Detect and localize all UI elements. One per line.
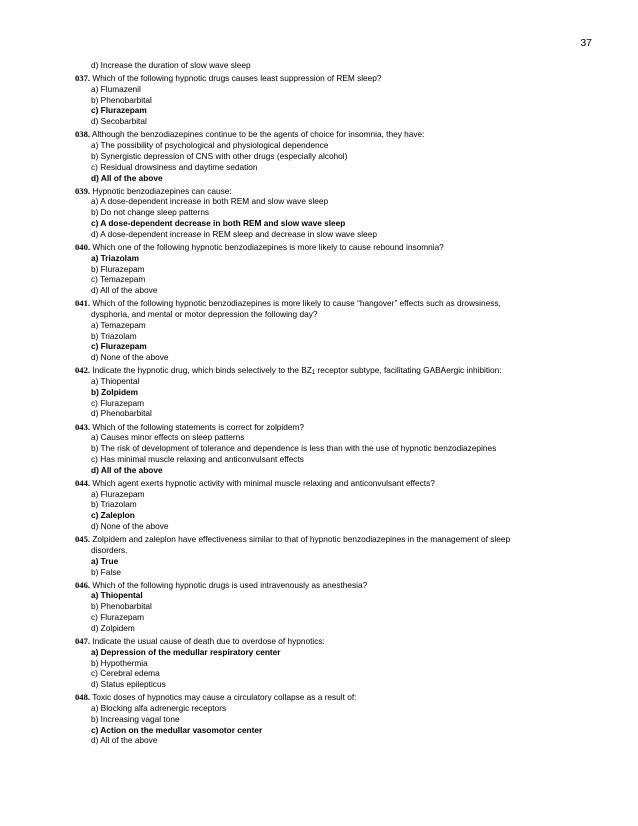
question-number: 045. xyxy=(75,534,91,545)
answer-option: a) Temazepam xyxy=(91,319,146,330)
question-text: Which of the following hypnotic benzodiazepines is more likely to cause “hangover” effects such as drowsiness, xyxy=(92,298,501,309)
question-block xyxy=(75,242,595,296)
question-text: Which of the following hypnotic drugs causes least suppression of REM sleep? xyxy=(92,73,382,84)
question-stem xyxy=(75,365,595,376)
question-number: 048. xyxy=(75,692,91,703)
correct-answer-option: c) Action on the medullar vasomotor center xyxy=(91,724,263,735)
question-number: 039. xyxy=(75,185,91,196)
answer-option: b) False xyxy=(91,566,121,577)
question-stem xyxy=(75,73,595,84)
question-text: Which agent exerts hypnotic activity with minimal muscle relaxing and anticonvulsant effects? xyxy=(92,477,435,488)
answer-option: d) None of the above xyxy=(91,521,169,532)
question-stem xyxy=(75,692,595,703)
answer-option: c) Cerebral edema xyxy=(91,668,160,679)
question-stem xyxy=(75,242,595,253)
question-text: Although the benzodiazepines continue to be the agents of choice for insomnia, they have: xyxy=(91,129,425,140)
question-block xyxy=(75,298,595,363)
question-stem xyxy=(75,298,595,320)
question-block xyxy=(75,365,595,419)
answer-option: b) Hypothermia xyxy=(91,657,148,668)
correct-answer-option: c) A dose-dependent decrease in both REM and slow wave sleep xyxy=(91,218,346,229)
answer-option: b) Increasing vagal tone xyxy=(91,713,180,724)
question-text: Zolpidem and zaleplon have effectiveness similar to that of hypnotic benzodiazepines in the management of sleep xyxy=(92,534,511,545)
question-block xyxy=(75,73,595,127)
question-block xyxy=(75,692,595,746)
answer-option: d) Zolpidem xyxy=(91,622,135,633)
question-stem xyxy=(75,422,595,433)
answer-option: a) Blocking alfa adrenergic receptors xyxy=(91,702,227,713)
question-number: 046. xyxy=(75,579,91,590)
question-stem xyxy=(75,636,595,647)
question-block xyxy=(75,478,595,532)
question-stem xyxy=(75,580,595,591)
answer-option: d) Phenobarbital xyxy=(91,408,152,419)
correct-answer-option: c) Flurazepam xyxy=(91,105,147,116)
answer-option: c) Has minimal muscle relaxing and anticonvulsant effects xyxy=(91,453,304,464)
question-text: Indicate the hypnotic drug, which binds selectively to the BZ xyxy=(92,365,312,376)
question-text-cont: receptor subtype, facilitating GABAergic inhibition: xyxy=(315,365,502,376)
question-text-cont: dysphoria, and mental or motor depression the following day? xyxy=(91,309,318,320)
answer-option: a) Causes minor effects on sleep patterns xyxy=(91,432,245,443)
question-stem xyxy=(75,478,595,489)
question-number: 047. xyxy=(75,635,91,646)
correct-answer-option: a) Triazolam xyxy=(91,252,139,263)
question-stem xyxy=(75,186,595,197)
question-number: 044. xyxy=(75,477,91,488)
answer-option: b) Flurazepam xyxy=(91,263,145,274)
correct-answer-option: d) All of the above xyxy=(91,172,163,183)
question-block xyxy=(75,129,595,183)
question-text: Indicate the usual cause of death due to overdose of hypnotics: xyxy=(92,635,325,646)
answer-option: a) The possibility of psychological and physiological dependence xyxy=(91,140,329,151)
answer-option: b) Synergistic depression of CNS with other drugs (especially alcohol) xyxy=(91,150,348,161)
answer-option: c) Residual drowsiness and daytime sedation xyxy=(91,161,258,172)
correct-answer-option: c) Flurazepam xyxy=(91,341,147,352)
question-number: 037. xyxy=(75,73,91,84)
question-stem xyxy=(75,129,595,140)
answer-option: d) Increase the duration of slow wave sleep xyxy=(91,60,251,70)
answer-option: d) Secobarbital xyxy=(91,116,147,127)
answer-option: d) None of the above xyxy=(91,352,169,363)
answer-option: d) Status epilepticus xyxy=(91,679,166,690)
question-number: 041. xyxy=(75,298,91,309)
question-number: 042. xyxy=(75,365,91,376)
question-number: 043. xyxy=(75,421,91,432)
correct-answer-option: a) True xyxy=(91,555,119,566)
correct-answer-option: c) Zaleplon xyxy=(91,510,135,521)
question-block xyxy=(75,636,595,690)
correct-answer-option: a) Depression of the medullar respiratory center xyxy=(91,646,281,657)
answer-option: d) All of the above xyxy=(91,735,158,746)
question-text-cont: disorders. xyxy=(91,544,128,555)
question-block xyxy=(75,534,595,577)
question-number: 040. xyxy=(75,241,91,252)
question-text: Which one of the following hypnotic benzodiazepines is more likely to cause rebound insomnia? xyxy=(92,241,444,252)
answer-option: c) Temazepam xyxy=(91,274,146,285)
page-number: 37 xyxy=(580,37,592,49)
answer-option: a) Flurazepam xyxy=(91,488,145,499)
answer-option: b) Triazolam xyxy=(91,330,137,341)
question-text: Which of the following hypnotic drugs is used intravenously as anesthesia? xyxy=(92,579,368,590)
answer-option: c) Flurazepam xyxy=(91,397,145,408)
answer-option: d) A dose-dependent increase in REM sleep and decrease in slow wave sleep xyxy=(91,228,377,239)
answer-option: a) Thiopental xyxy=(91,376,140,387)
question-block xyxy=(75,422,595,476)
correct-answer-option: a) Thiopental xyxy=(91,590,143,601)
question-list xyxy=(75,60,595,746)
answer-option: b) Phenobarbital xyxy=(91,601,152,612)
answer-option: a) A dose-dependent increase in both REM and slow wave sleep xyxy=(91,196,329,207)
answer-option: b) Phenobarbital xyxy=(91,94,152,105)
answer-option: d) All of the above xyxy=(91,285,158,296)
answer-option: a) Flumazenil xyxy=(91,83,141,94)
answer-option: b) The risk of development of tolerance and dependence is less than with the use of hypnotic benzodiazepines xyxy=(91,443,497,454)
question-text: Toxic doses of hypnotics may cause a circulatory collapse as a result of: xyxy=(92,692,357,703)
correct-answer-option: b) Zolpidem xyxy=(91,386,139,397)
question-stem xyxy=(75,534,595,556)
question-text: Which of the following statements is correct for zolpidem? xyxy=(92,421,305,432)
question-number: 038. xyxy=(75,129,91,140)
subscript: 1 xyxy=(311,370,316,377)
correct-answer-option: d) All of the above xyxy=(91,464,163,475)
question-block xyxy=(75,580,595,634)
question-text: Hypnotic benzodiazepines can cause: xyxy=(92,185,232,196)
question-block xyxy=(75,186,595,240)
answer-option: c) Flurazepam xyxy=(91,612,145,623)
answer-option: b) Triazolam xyxy=(91,499,137,510)
answer-option: b) Do not change sleep patterns xyxy=(91,207,210,218)
